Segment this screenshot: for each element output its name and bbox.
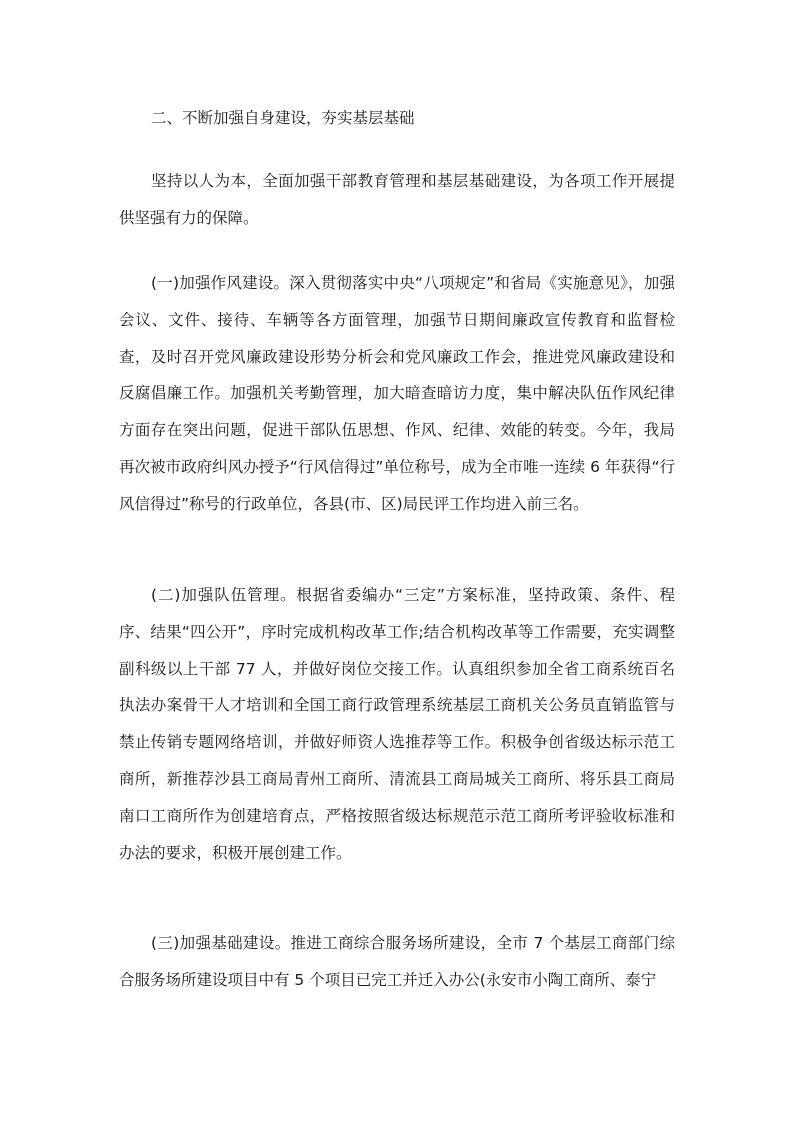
paragraph-team-management: (二)加强队伍管理。根据省委编办“三定”方案标准，坚持政策、条件、程序、结果“四公开”，序时完成机构改革工作;结合机构改革等工作需要，充实调整副科级以上干部 77 人，并做好岗位交接工作。认真组织参加全省工商系统百名执法办案骨干人才培训和全国工商行政管理系统基层工商机关公务员直销监管与禁止传销专题网络培训，并做好师资人选推荐等工作。积极争创省级达标示范工商所，新推荐沙县工商局青州工商所、清流县工商局城关工商所、将乐县工商局南口工商所作为创建培育点，严格按照省级达标规范示范工商所考评验收标准和办法的要求，积极开展创建工作。 xyxy=(119,586,675,862)
paragraph-style-building: (一)加强作风建设。深入贯彻落实中央“八项规定”和省局《实施意见》，加强会议、文件、接待、车辆等各方面管理，加强节日期间廉政宣传教育和监督检查，及时召开党风廉政建设形势分析会和党风廉政工作会，推进党风廉政建设和反腐倡廉工作。加强机关考勤管理，加大暗查暗访力度，集中解决队伍作风纪律方面存在突出问题，促进干部队伍思想、作风、纪律、效能的转变。今年，我局再次被市政府纠风办授予“行风信得过”单位称号，成为全市唯一连续 6 年获得“行风信得过”称号的行政单位，各县(市、区)局民评工作均进入前三名。 xyxy=(119,274,675,513)
paragraph-infrastructure: (三)加强基础建设。推进工商综合服务场所建设，全市 7 个基层工商部门综合服务场所建设项目中有 5 个项目已完工并迁入办公(永安市小陶工商所、泰宁 xyxy=(119,934,675,989)
paragraph-intro: 坚持以人为本，全面加强干部教育管理和基层基础建设，为各项工作开展提供坚强有力的保障。 xyxy=(119,172,675,227)
section-heading: 二、不断加强自身建设，夯实基层基础 xyxy=(151,109,415,127)
